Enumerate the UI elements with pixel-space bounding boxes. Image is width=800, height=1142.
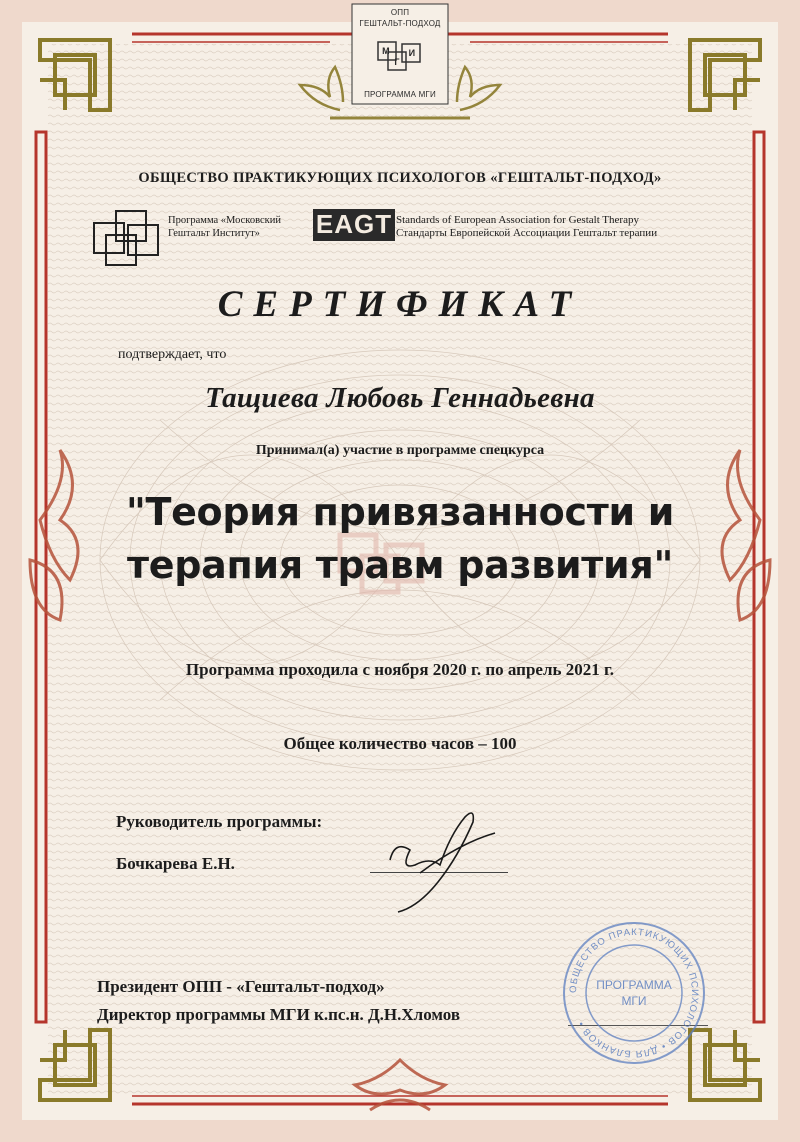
confirms-text: подтверждает, что [118, 347, 227, 362]
director-line: Директор программы МГИ к.пс.н. Д.Н.Хломов [97, 1005, 461, 1024]
organization-stamp [553, 918, 715, 1068]
total-hours: Общее количество часов – 100 [283, 734, 517, 753]
program-leader-label: Руководитель программы: [116, 812, 323, 831]
participation-text: Принимал(а) участие в программе спецкурса [255, 443, 545, 458]
president-line: Президент ОПП - «Гештальт-подход» [97, 977, 385, 996]
course-title-line1: "Теория привязанности и [125, 490, 675, 534]
eagt-caption-line1: Standards of European Association for Gestalt Therapy [396, 214, 639, 226]
emblem-letter-g: Г [394, 57, 400, 67]
emblem-letter-m: М [382, 46, 390, 56]
society-heading: ОБЩЕСТВО ПРАКТИКУЮЩИХ ПСИХОЛОГОВ «ГЕШТАЛЬТ-ПОДХОД» [138, 170, 662, 186]
emblem-line3: ПРОГРАММА МГИ [364, 90, 436, 99]
emblem-line2: ГЕШТАЛЬТ-ПОДХОД [359, 19, 441, 28]
program-period: Программа проходила с ноября 2020 г. по апрель 2021 г. [185, 660, 615, 679]
stamp-center-line2: МГИ [621, 994, 647, 1008]
eagt-logo [312, 208, 396, 242]
moscow-gestalt-institute-logo [90, 203, 164, 277]
recipient-name: Тащиева Любовь Геннадьевна [205, 382, 595, 414]
emblem-line1: ОПП [390, 8, 410, 17]
program-caption-line2: Гештальт Институт» [168, 228, 260, 239]
emblem-letter-i: И [408, 48, 416, 58]
eagt-caption [396, 214, 657, 240]
certificate-title: СЕРТИФИКАТ [217, 284, 583, 325]
program-caption-line1: Программа «Московский [168, 215, 282, 226]
program-leader-name: Бочкарева Е.Н. [116, 854, 235, 873]
course-title-line2: терапия травм развития" [127, 543, 673, 587]
course-title [0, 486, 800, 592]
stamp-ring-text: ОБЩЕСТВО ПРАКТИКУЮЩИХ ПСИХОЛОГОВ • ДЛЯ БЛАНКОВ • [567, 926, 701, 1060]
program-emblem [348, 2, 452, 108]
program-caption [168, 214, 281, 240]
eagt-logo-text: EAGT [315, 209, 393, 239]
stamp-center-line1: ПРОГРАММА [596, 978, 672, 992]
leader-signature [360, 805, 520, 920]
eagt-caption-line2: Стандарты Европейской Ассоциации Гештальт терапии [396, 227, 658, 239]
